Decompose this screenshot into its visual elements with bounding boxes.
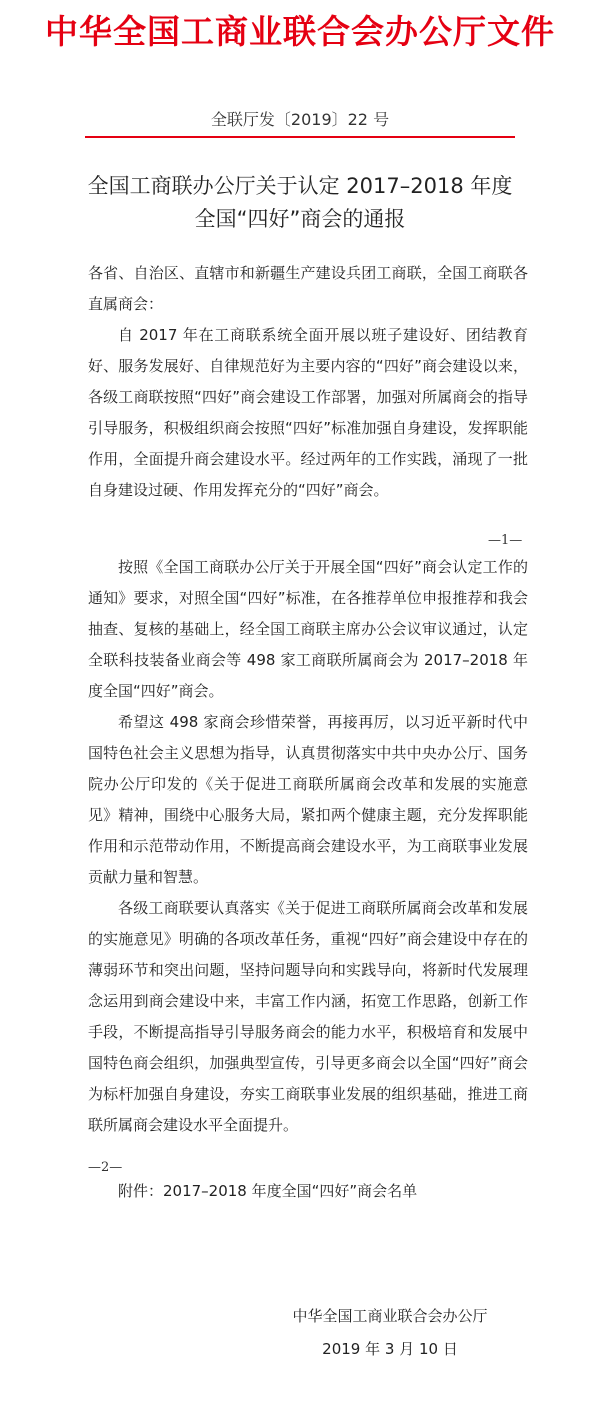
salutation: 各省、自治区、直辖市和新疆生产建设兵团工商联，全国工商联各直属商会：	[88, 264, 528, 313]
header-red-divider	[85, 136, 515, 138]
attachment-note: 附件：2017–2018 年度全国“四好”商会名单	[118, 1182, 418, 1200]
document-subject	[0, 170, 600, 236]
body-section-2	[88, 552, 528, 1141]
paragraph-2: 按照《全国工商联办公厅关于开展全国“四好”商会认定工作的通知》要求，对照全国“四好”标准，在各推荐单位申报推荐和我会抽查、复核的基础上，经全国工商联主席办公会议审议通过，认定全联科技装备业商会等 498 家工商联所属商会为 2017–2018 年度全国“四好”商会。	[88, 558, 528, 700]
issue-date: 2019 年 3 月 10 日	[322, 1340, 458, 1358]
body-section-1	[88, 258, 528, 506]
page-number-1: —1—	[488, 533, 523, 548]
document-header-title: 中华全国工商业联合会办公厅文件	[45, 12, 555, 51]
paragraph-4: 各级工商联要认真落实《关于促进工商联所属商会改革和发展的实施意见》明确的各项改革任务，重视“四好”商会建设中存在的薄弱环节和突出问题，坚持问题导向和实践导向，将新时代发展理念运用到商会建设中来，丰富工作内涵，拓宽工作思路，创新工作手段，不断提高指导引导服务商会的能力水平，积极培育和发展中国特色商会组织，加强典型宣传，引导更多商会以全国“四好”商会为标杆加强自身建设，夯实工商联事业发展的组织基础，推进工商联所属商会建设水平全面提升。	[88, 899, 528, 1134]
subject-line-2: 全国“四好”商会的通报	[194, 207, 406, 231]
paragraph-3: 希望这 498 家商会珍惜荣誉，再接再厉，以习近平新时代中国特色社会主义思想为指导，认真贯彻落实中共中央办公厅、国务院办公厅印发的《关于促进工商联所属商会改革和发展的实施意见》精神，围绕中心服务大局，紧扣两个健康主题，充分发挥职能作用和示范带动作用，不断提高商会建设水平，为工商联事业发展贡献力量和智慧。	[88, 713, 528, 886]
paragraph-1: 自 2017 年在工商联系统全面开展以班子建设好、团结教育好、服务发展好、自律规范好为主要内容的“四好”商会建设以来，各级工商联按照“四好”商会建设工作部署，加强对所属商会的指导引导服务，积极组织商会按照“四好”标准加强自身建设，发挥职能作用，全面提升商会建设水平。经过两年的工作实践，涌现了一批自身建设过硬、作用发挥充分的“四好”商会。	[88, 326, 528, 499]
subject-line-1: 全国工商联办公厅关于认定 2017–2018 年度	[87, 174, 513, 198]
document-number: 全联厅发〔2019〕22 号	[210, 110, 390, 129]
page-number-2: —2—	[88, 1160, 123, 1175]
issuer-signature: 中华全国工商业联合会办公厅	[292, 1307, 488, 1325]
